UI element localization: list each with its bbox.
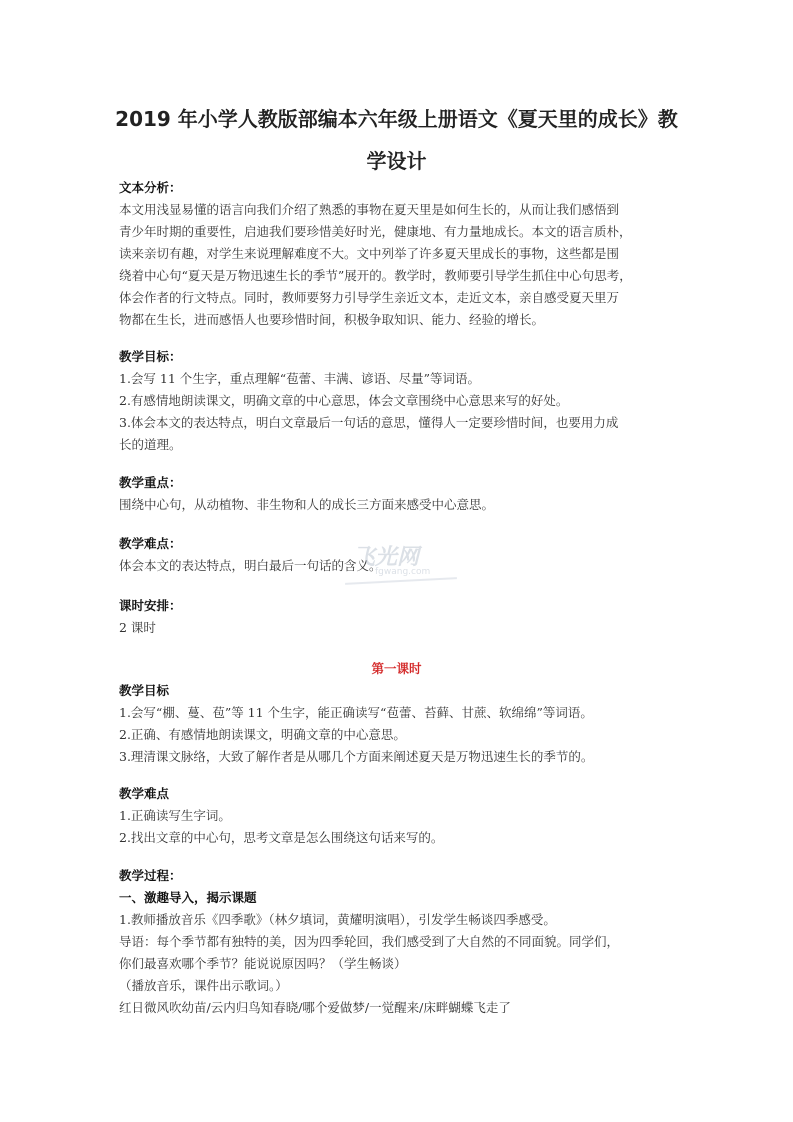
process-line: 你们最喜欢哪个季节？能说说原因吗？（学生畅谈） — [119, 956, 407, 971]
text-analysis-heading: 文本分析： — [119, 180, 182, 195]
lesson-difficulty-item: 1.正确读写生字词。 — [119, 808, 231, 823]
text-analysis-line: 体会作者的行文特点。同时，教师要努力引导学生亲近文本，走近文本，亲自感受夏天里万 — [119, 290, 620, 305]
lesson-goal-item: 3.理清课文脉络，大致了解作者是从哪几个方面来阐述夏天是万物迅速生长的季节的。 — [119, 749, 594, 764]
text-analysis-line: 本文用浅显易懂的语言向我们介绍了熟悉的事物在夏天里是如何生长的，从而让我们感悟到 — [119, 202, 620, 217]
difficulties-text: 体会本文的表达特点，明白最后一句话的含义。 — [119, 558, 382, 573]
schedule-text: 2 课时 — [119, 620, 156, 635]
watermark-logo — [345, 540, 465, 590]
lesson-goal-item: 1.会写“棚、蔓、苞”等 11 个生字，能正确读写“苞蕾、苔藓、甘蔗、软绵绵”等词语。 — [119, 705, 593, 720]
lesson-goals-heading: 教学目标 — [119, 683, 170, 698]
text-analysis-line: 青少年时期的重要性，启迪我们要珍惜美好时光，健康地、有力量地成长。本文的语言质朴， — [119, 224, 632, 239]
process-line: 红日微风吹幼苗/云内归鸟知春晓/哪个爱做梦/一觉醒来/床畔蝴蝶飞走了 — [119, 1000, 511, 1015]
process-step-heading: 一、激趣导入，揭示课题 — [119, 890, 257, 905]
process-heading: 教学过程： — [119, 868, 182, 883]
difficulties-heading: 教学难点： — [119, 536, 182, 551]
text-analysis-line: 物都在生长，进而感悟人也要珍惜时间，积极争取知识、能力、经验的增长。 — [119, 312, 545, 327]
text-analysis-line: 绕着中心句“夏天是万物迅速生长的季节”展开的。教学时，教师要引导学生抓住中心句思考， — [119, 268, 632, 283]
lesson-one-label: 第一课时 — [371, 661, 422, 676]
process-line: 1.教师播放音乐《四季歌》（林夕填词，黄耀明演唱），引发学生畅谈四季感受。 — [119, 912, 556, 927]
lesson-goal-item: 2.正确、有感情地朗读课文，明确文章的中心意思。 — [119, 727, 406, 742]
key-points-heading: 教学重点： — [119, 475, 182, 490]
key-points-text: 围绕中心句，从动植物、非生物和人的成长三方面来感受中心意思。 — [119, 497, 495, 512]
document-title-line-1: 2019 年小学人教版部编本六年级上册语文《夏天里的成长》教 — [115, 107, 678, 131]
teaching-goal-item: 2.有感情地朗读课文，明确文章的中心意思，体会文章围绕中心意思来写的好处。 — [119, 393, 569, 408]
watermark-sub: fgwang.com — [375, 567, 431, 577]
watermark-text: 飞光网 — [353, 545, 420, 570]
teaching-goals-heading: 教学目标： — [119, 349, 182, 364]
teaching-goal-item: 长的道理。 — [119, 437, 182, 452]
process-line: 导语：每个季节都有独特的美，因为四季轮回，我们感受到了大自然的不同面貌。同学们， — [119, 934, 620, 949]
teaching-goal-item: 3.体会本文的表达特点，明白文章最后一句话的意思，懂得人一定要珍惜时间，也要用力成 — [119, 415, 619, 430]
watermark-underline — [345, 577, 457, 585]
lesson-difficulty-item: 2.找出文章的中心句，思考文章是怎么围绕这句话来写的。 — [119, 830, 444, 845]
lesson-difficulties-heading: 教学难点 — [119, 786, 170, 801]
teaching-goal-item: 1.会写 11 个生字，重点理解“苞蕾、丰满、谚语、尽量”等词语。 — [119, 371, 481, 386]
text-analysis-line: 读来亲切有趣，对学生来说理解难度不大。文中列举了许多夏天里成长的事物，这些都是围 — [119, 246, 620, 261]
schedule-heading: 课时安排： — [119, 598, 182, 613]
document-title-line-2: 学设计 — [366, 149, 427, 173]
process-line: （播放音乐，课件出示歌词。） — [119, 978, 288, 993]
